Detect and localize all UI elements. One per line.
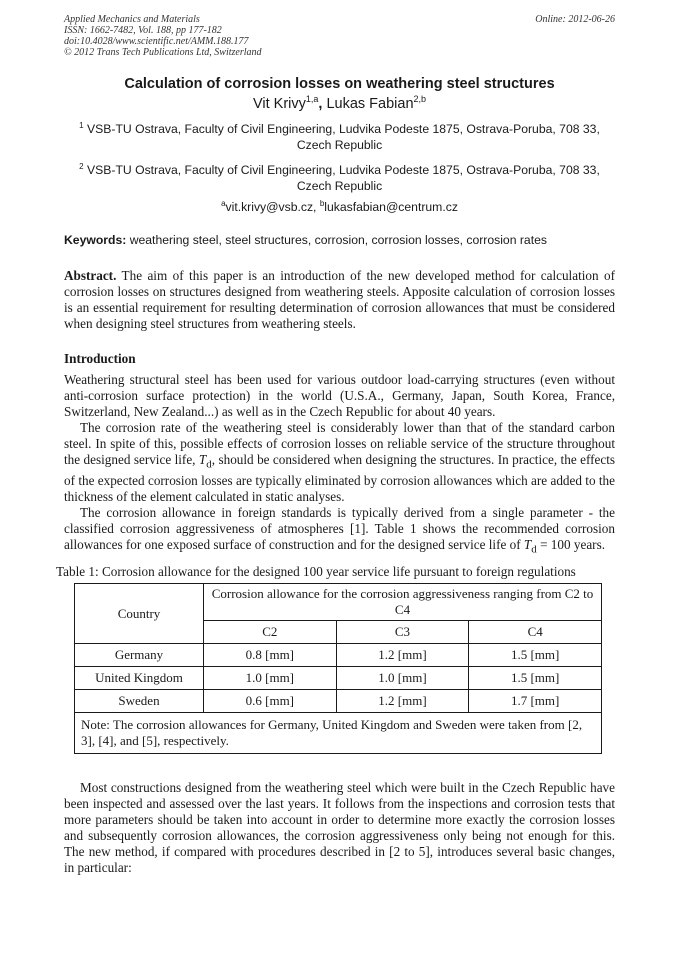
table-row — [75, 690, 602, 713]
value-cell: 1.5 [mm] — [469, 644, 602, 667]
symbol-subscript: d — [531, 543, 537, 556]
abstract-label: Abstract. — [64, 268, 117, 284]
email-link[interactable]: lukasfabian@centrum.cz — [324, 200, 458, 215]
corrosion-allowance-table — [74, 583, 602, 754]
column-header: C4 — [469, 621, 602, 644]
abstract-text: The aim of this paper is an introduction of the new developed method for calculation of corrosion losses on structures designed from weathering steels. Apposite calculation of corrosion losses is an essential requirement for resulting determination of corrosion allowances that must be considered when designing steel structures from weathering steels. — [64, 268, 615, 332]
table-header-row — [75, 584, 602, 621]
value-cell: 1.0 [mm] — [204, 667, 337, 690]
symbol-t: T — [198, 452, 207, 468]
country-header: Country — [75, 584, 204, 644]
issn: ISSN: 1662-7482, Vol. 188, pp 177-182 — [64, 25, 222, 36]
online-date: Online: 2012-06-26 — [535, 14, 615, 25]
email-mark: a — [221, 198, 226, 208]
table-note-row — [75, 713, 602, 754]
doi-link[interactable]: doi:10.4028/www.scientific.net/AMM.188.177 — [64, 36, 249, 47]
email-mark: b — [319, 198, 325, 208]
country-cell: United Kingdom — [75, 667, 204, 690]
copyright: © 2012 Trans Tech Publications Ltd, Switzerland — [64, 47, 262, 58]
affiliation — [64, 118, 615, 153]
affiliation — [64, 159, 615, 194]
column-header: C3 — [336, 621, 469, 644]
table-row — [75, 667, 602, 690]
abstract — [64, 268, 615, 332]
paragraph: Weathering structural steel has been used for various outdoor load-carrying structures (even without anti-corrosion surface protection) in the world (U.S.A., Germany, Japan, South Korea, France, Switzerland, New Zealand...) as well as in the Czech Republic for about 40 years. — [64, 372, 615, 420]
paragraph: The corrosion allowance in foreign standards is typically derived from a single parameter - the classified corrosion aggressiveness of atmospheres [1]. Table 1 shows the recommended corrosion allowances for one exposed surface of construction and for the designed service life of $T_d = 100$ years. — [64, 504, 615, 556]
email-link[interactable]: vit.krivy@vsb.cz, — [225, 200, 320, 215]
column-header: C2 — [204, 621, 337, 644]
affiliation-number: 2 — [79, 161, 84, 171]
affiliation-text: VSB-TU Ostrava, Faculty of Civil Engineering, Ludvika Podeste 1875, Ostrava-Poruba, 708 33, Czech Republic — [87, 162, 600, 193]
keywords-label: Keywords: — [64, 233, 127, 248]
value-cell: 1.7 [mm] — [469, 690, 602, 713]
value-cell: 0.6 [mm] — [204, 690, 337, 713]
symbol-t: T — [523, 536, 532, 552]
keywords-text: weathering steel, steel structures, corrosion, corrosion losses, corrosion rates — [126, 233, 547, 248]
paragraph: The corrosion rate of the weathering steel is considerably lower than that of the standard carbon steel. In spite of this, possible effects of corrosion losses on reliable service of the structure throughout the designed service life, $T_d$, should be considered when designing the structures. In practice, the effects of the expected corrosion losses are typically eliminated by corrosion allowances which are added to the thickness of the element calculated in static analyses. — [64, 420, 615, 504]
affiliation-number: 1 — [79, 120, 84, 130]
table-caption: Table 1: Corrosion allowance for the designed 100 year service life pursuant to foreign regulations — [56, 564, 576, 580]
paragraph: Most constructions designed from the weathering steel which were built in the Czech Republic have been inspected and assessed over the last years. It follows from the inspections and corrosion tests that more parameters should be taken into account in order to determine more exactly the corrosion losses and subsequently corrosion allowances, the corrosion aggressiveness only being not enough for this. The new method, if compared with procedures described in [2 to 5], introduces several basic changes, in particular: — [64, 780, 615, 876]
author-name: Lukas Fabian — [326, 95, 414, 112]
author-affiliation-mark: 1,a — [305, 94, 319, 104]
section-heading: Introduction — [64, 351, 136, 367]
value-cell: 1.2 [mm] — [336, 690, 469, 713]
value-cell: 1.0 [mm] — [336, 667, 469, 690]
group-header: Corrosion allowance for the corrosion aggressiveness ranging from C2 to C4 — [204, 584, 602, 621]
paper-page — [56, 14, 615, 876]
author-line: Vit Krivy$^{1,a}$, Lukas Fabian$^{2,b}$ — [252, 94, 427, 112]
value-cell: 1.5 [mm] — [469, 667, 602, 690]
author-emails — [64, 199, 615, 214]
country-cell: Germany — [75, 644, 204, 667]
table-row — [75, 644, 602, 667]
author-affiliation-mark: 2,b — [413, 94, 427, 104]
table-note: Note: The corrosion allowances for Germany, United Kingdom and Sweden were taken from [2, 3], [4], and [5], respectively. — [75, 713, 602, 754]
keywords — [64, 233, 615, 247]
journal-name: Applied Mechanics and Materials — [64, 14, 200, 25]
paper-title: Calculation of corrosion losses on weathering steel structures — [124, 76, 555, 92]
value-cell: 0.8 [mm] — [204, 644, 337, 667]
journal-info — [64, 14, 262, 58]
affiliation-text: VSB-TU Ostrava, Faculty of Civil Engineering, Ludvika Podeste 1875, Ostrava-Poruba, 708 33, Czech Republic — [87, 121, 600, 152]
symbol-subscript: d — [206, 458, 212, 471]
country-cell: Sweden — [75, 690, 204, 713]
author-name: Vit Krivy — [252, 95, 306, 112]
journal-header — [64, 14, 615, 58]
value-cell: 1.2 [mm] — [336, 644, 469, 667]
